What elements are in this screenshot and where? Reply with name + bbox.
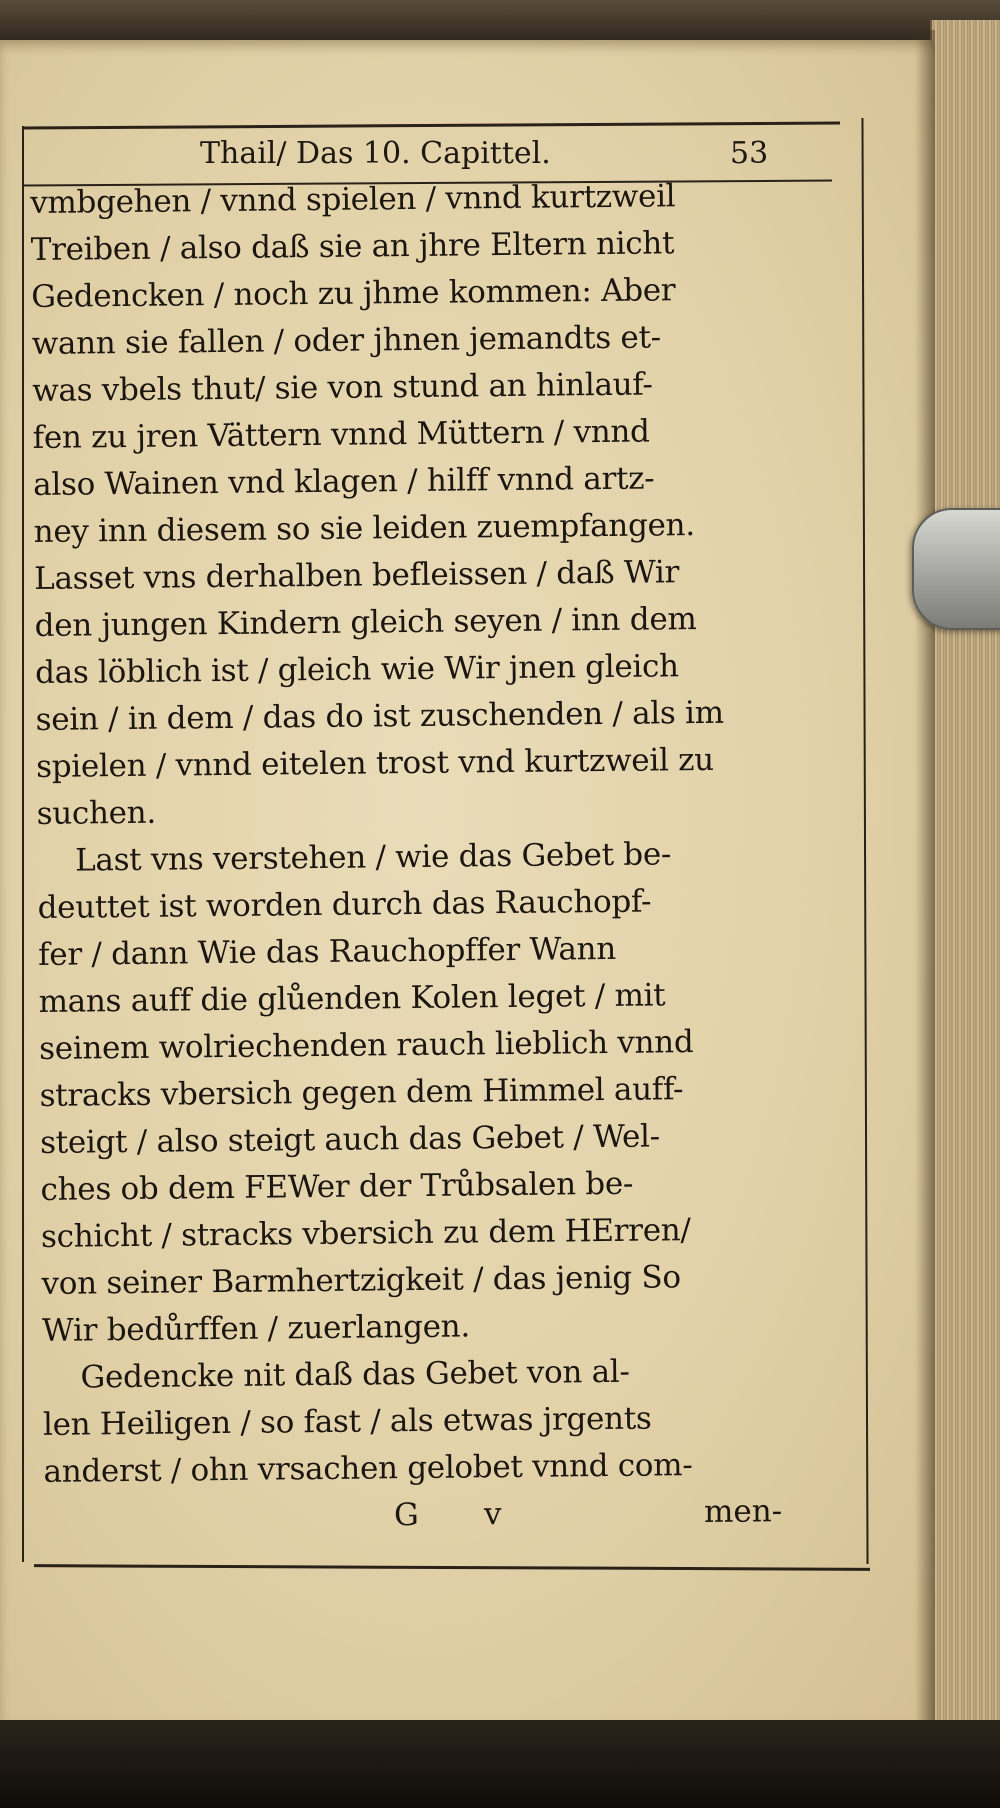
text-line: fer / dann Wie das Rauchopffer Wann — [37, 930, 617, 973]
signature-number: v — [483, 1496, 502, 1533]
text-line: seinem wolriechenden rauch lieblich vnnd — [38, 1024, 694, 1067]
text-line: also Wainen vnd klagen / hilff vnnd artz- — [33, 460, 655, 503]
page-stack — [930, 20, 1000, 1720]
text-line: wann sie fallen / oder jhnen jemandts et- — [31, 319, 662, 362]
text-line: Last vns verstehen / wie das Gebet be- — [74, 836, 672, 879]
text-line: spielen / vnnd eitelen trost vnd kurtzweil zu — [35, 741, 715, 785]
text-line: stracks vbersich gegen dem Himmel auff- — [39, 1071, 684, 1114]
gutter-shadow — [915, 30, 935, 1720]
text-line: ney inn diesem so sie leiden zuempfangen. — [33, 507, 695, 550]
text-line: von seiner Barmhertzigkeit / das jenig So — [41, 1259, 681, 1302]
text-line: Gedencke nit daß das Gebet von al- — [80, 1353, 630, 1396]
catchword: men- — [703, 1493, 783, 1531]
bookmark-clip — [912, 508, 1000, 630]
page-number: 53 — [730, 136, 769, 171]
text-line: len Heiligen / so fast / als etwas jrgents — [42, 1400, 652, 1443]
text-line: Treiben / also daß sie an jhre Eltern nicht — [30, 225, 675, 268]
text-line: Gedencken / noch zu jhme kommen: Aber — [31, 272, 676, 315]
body-text — [30, 171, 864, 1496]
text-line: suchen. — [36, 794, 157, 832]
text-line: sein / in dem / das do ist zuschenden / als im — [35, 694, 724, 738]
text-line: was vbels thut/ sie von stund an hinlauf- — [32, 366, 653, 409]
text-line: das löblich ist / gleich wie Wir jnen gleich — [34, 648, 679, 691]
text-block — [30, 171, 864, 1543]
text-line: mans auff die glůenden Kolen leget / mit — [38, 977, 666, 1020]
text-line: Wir bedůrffen / zuerlangen. — [41, 1308, 471, 1349]
text-line: anderst / ohn vrsachen gelobet vnnd com- — [43, 1447, 693, 1490]
running-head: Thail/ Das 10. Capittel. — [200, 136, 551, 171]
text-line: vmbgehen / vnnd spielen / vnnd kurtzweil — [30, 178, 676, 221]
text-line: Lasset vns derhalben befleissen / daß Wir — [33, 554, 680, 597]
signature-line — [44, 1487, 864, 1543]
text-line: fen zu jren Vättern vnnd Müttern / vnnd — [32, 413, 650, 456]
text-line: schicht / stracks vbersich zu dem HErren/ — [40, 1212, 691, 1255]
signature-mark: G — [393, 1497, 419, 1534]
text-line: den jungen Kindern gleich seyen / inn dem — [34, 601, 697, 644]
text-line: deuttet ist worden durch das Rauchopf- — [37, 883, 652, 926]
text-line: steigt / also steigt auch das Gebet / Wel- — [39, 1118, 661, 1161]
frame-rule-left — [22, 126, 24, 1562]
bottom-shadow — [0, 1720, 1000, 1808]
text-line: ches ob dem FEWer der Trůbsalen be- — [40, 1165, 634, 1208]
